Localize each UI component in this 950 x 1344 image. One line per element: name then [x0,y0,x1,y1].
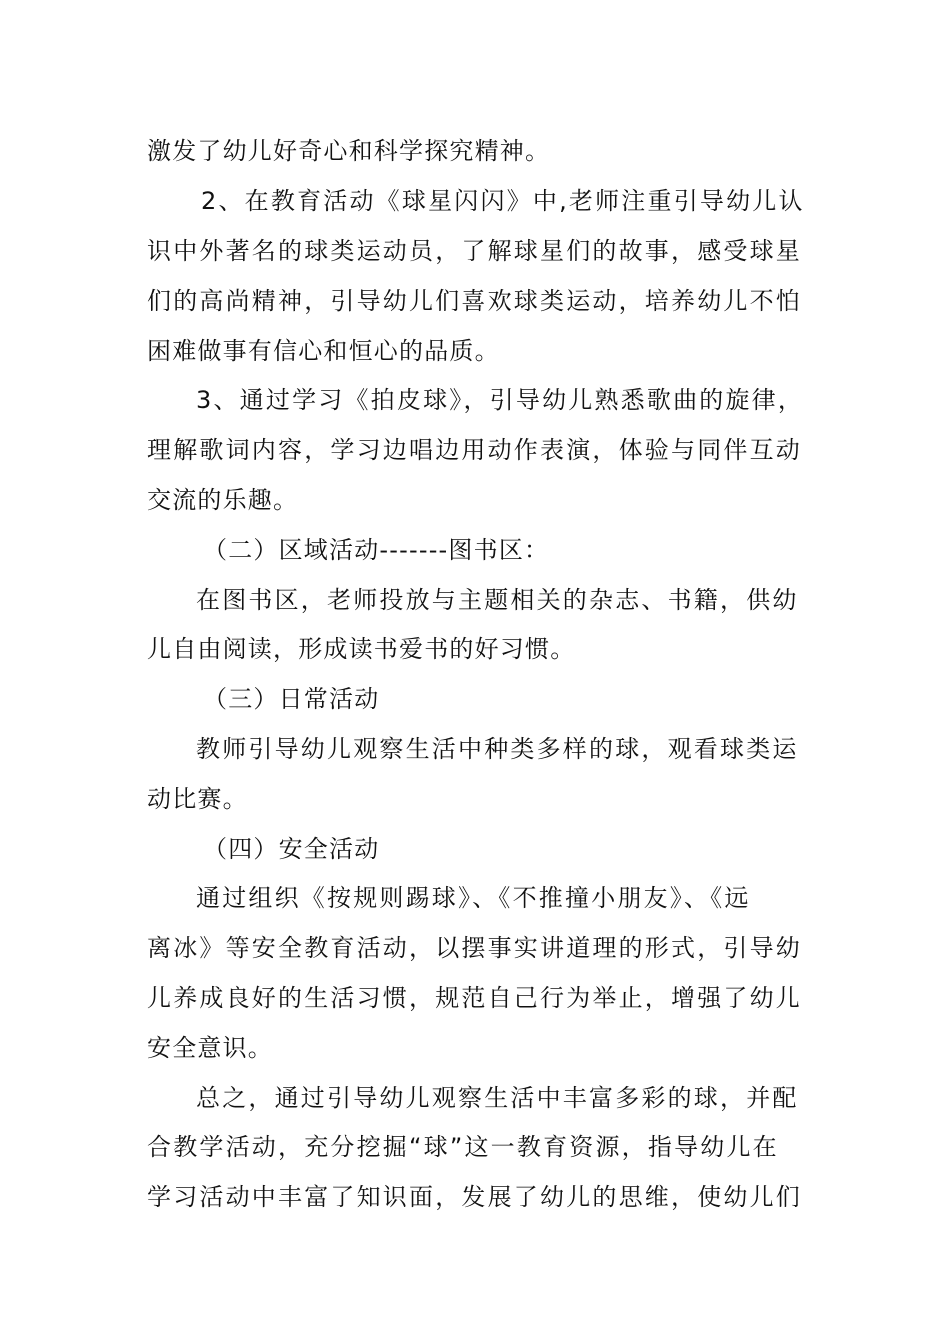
text-line: 总之，通过引导幼儿观察生活中丰富多彩的球，并配 [196,1084,799,1112]
text-line: 2、在教育活动《球星闪闪》中,老师注重引导幼儿认 [201,187,805,215]
section-heading: （三）日常活动 [203,685,380,713]
text-line: 激发了幼儿好奇心和科学探究精神。 [147,137,551,165]
text-line: 通过组织《按规则踢球》、《不推撞小朋友》、《远 [196,884,751,912]
text-line: 安全意识。 [147,1034,273,1062]
text-line: 教师引导幼儿观察生活中种类多样的球，观看球类运 [196,735,799,763]
text-line: 离冰》等安全教育活动，以摆事实讲道理的形式，引导幼 [147,934,802,962]
text-line: 儿自由阅读，形成读书爱书的好习惯。 [147,635,576,663]
section-heading: （四）安全活动 [203,835,380,863]
text-line: 学习活动中丰富了知识面，发展了幼儿的思维，使幼儿们 [147,1183,802,1211]
text-line: 交流的乐趣。 [147,486,299,514]
text-line: 动比赛。 [147,785,248,813]
text-line: 儿养成良好的生活习惯，规范自己行为举止，增强了幼儿 [147,984,802,1012]
text-line: 识中外著名的球类运动员，了解球星们的故事，感受球星 [147,237,802,265]
text-line: 3、通过学习《拍皮球》，引导幼儿熟悉歌曲的旋律， [196,386,805,414]
text-line: 合教学活动，充分挖掘“球”这一教育资源，指导幼儿在 [147,1133,779,1161]
text-line: 困难做事有信心和恒心的品质。 [147,337,500,365]
text-line: 理解歌词内容，学习边唱边用动作表演，体验与同伴互动 [147,436,802,464]
section-heading: （二）区域活动-------图书区： [203,536,550,564]
text-line: 在图书区，老师投放与主题相关的杂志、书籍，供幼 [196,586,799,614]
text-line: 们的高尚精神，引导幼儿们喜欢球类运动，培养幼儿不怕 [147,287,802,315]
